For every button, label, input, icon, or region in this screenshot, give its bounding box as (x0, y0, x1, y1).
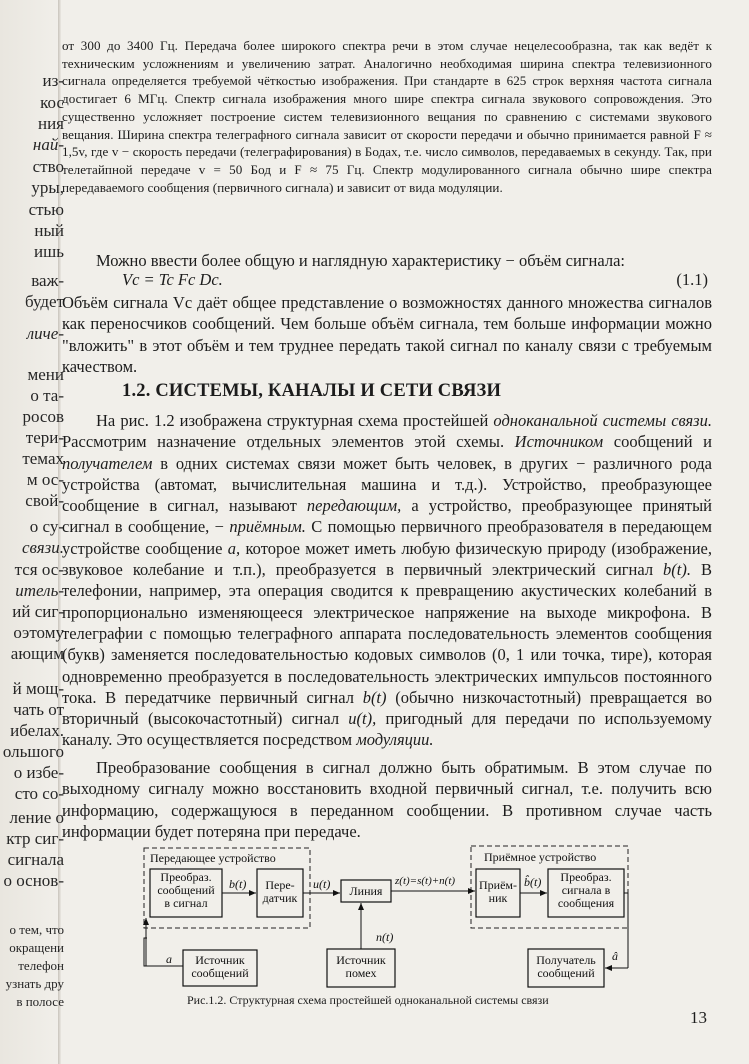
margin-fragment: сигнала (7, 850, 64, 869)
section-heading: 1.2. СИСТЕМЫ, КАНАЛЫ И СЕТИ СВЯЗИ (122, 381, 502, 401)
margin-fragment: м ос- (26, 470, 64, 489)
reversibility-paragraph: Преобразование сообщения в сигнал должно быть обратимым. В этом случае по выходному сигналу можно восстановить входной первичный сигнал, т.е. получить всю информацию, содержащуюся в переданном сообщении. В противном случае часть информации будет потеряна при передаче. (62, 758, 712, 841)
margin-fragment: личе- (26, 324, 64, 343)
emphasis: приёмным. (229, 517, 306, 537)
emphasis: u(t), (348, 709, 377, 729)
margin-fragment: о тем, что (9, 922, 64, 937)
margin-fragment: окращени (9, 940, 64, 955)
text-run: сообщений и (603, 432, 712, 452)
emphasis: получателем (62, 453, 153, 473)
emphasis: Источником (514, 432, 604, 452)
formula-expression: Vc = Tc Fc Dc. (122, 270, 223, 289)
noise-label (327, 954, 395, 980)
formula-number: (1.1) (676, 270, 708, 289)
transmitter-label (257, 879, 303, 905)
margin-fragment: стью (28, 200, 64, 219)
signal-b-label: b(t) (229, 877, 247, 891)
conv-rx-line: сообщения (557, 896, 615, 910)
margin-fragment: свой- (25, 491, 64, 510)
figure-caption: Рис.1.2. Структурная схема простейшей одноканальной системы связи (187, 993, 549, 1007)
spectrum-paragraph: от 300 до 3400 Гц. Передача более широкого спектра речи в этом случае нецелесообразна, так как ведёт к техническим усложнениям и увеличению затрат. Аналогично необходимая ширина спектра телевизионного сигнала определяется требуемой чёткостью изображения. При стандарте в 625 строк верхняя частота сигнала достигает 6 МГц. Спектр сигнала изображения много шире спектра сигнала звукового сопровождения. Это существенно усложняет построение систем телевизионного вещания по сравнению с системами звукового вещания. Ширина спектра телеграфного сигнала зависит от скорости передачи и обычно принимается равной F ≈ 1,5v, где v − скорость передачи (телеграфирования) в Бодах, т.е. число символов, передаваемых в секунду. Так, при телетайпной передаче v = 50 Бод и F ≈ 75 Гц. Спектр модулированного сигнала обычно шире спектра передаваемого сообщения (первичного сигнала) и зависит от вида модуляции. (62, 38, 712, 195)
margin-fragment: узнать дру (5, 976, 64, 991)
sink-line: Получатель (536, 953, 596, 967)
margin-fragment: ния (37, 114, 64, 133)
text-run: которое может иметь любую физическую природу (изображение, звуковое колебание и т.п.), преобразуется в первичный электрический сигнал (62, 538, 712, 580)
text-run: а устройство, преобразующее принятый сигнал в сообщение, − (62, 496, 712, 537)
conv-rx-line: Преобраз. (560, 870, 612, 884)
emphasis: передающим, (306, 496, 402, 516)
signal-z-label: z(t)=s(t)+n(t) (395, 875, 456, 887)
noise-n-label: n(t) (376, 930, 394, 944)
margin-fragment: оэтому (13, 623, 64, 642)
margin-fragment: чать от (13, 700, 64, 719)
tx-group-label: Передающее устройство (150, 851, 276, 865)
conv-rx-line: сигнала в (561, 883, 611, 897)
margin-fragment: тся ос- (14, 560, 64, 579)
block-diagram (138, 842, 638, 992)
text-run: В телефонии, например, эта операция сводится к превращению акустических колебаний в пропорционально изменяющееся электрическое напряжение на выходе микрофона. В телеграфии с помощью телеграфного аппарата последовательность элементов сообщения (букв) заменяется последовательностью кодовых символов (0, 1 или точка, тире), которая одновременно преобразуется в последовательность электрических импульсов постоянного тока. В передатчике первичный сигнал (62, 560, 712, 707)
sink-line: сообщений (537, 966, 595, 980)
margin-fragment: ство (32, 157, 64, 176)
margin-fragment: й мощ- (12, 679, 64, 698)
emphasis: одноканальной системы связи. (493, 411, 712, 430)
signal-u-label: u(t) (313, 877, 331, 891)
volume-paragraph: Объём сигнала Vc даёт общее представление о возможностях данного множества сигналов как переносчиков сообщений. Чем больше объём сигнала, тем больше информации можно "вложить" в этот объём и тем труднее передать такой сигнал по каналу связи с требуемым качеством. (62, 293, 712, 376)
systems-paragraph (62, 410, 712, 751)
text-run: пригодный для передачи по используемому каналу. Это осуществляется посредством (62, 709, 712, 750)
text-run: Рассмотрим назначение отдельных элементов этой схемы. (62, 432, 515, 452)
margin-fragment: мени (27, 365, 64, 384)
volume-intro: Можно ввести более общую и наглядную характеристику − объём сигнала: (96, 251, 625, 270)
margin-fragment: ольшого (2, 742, 64, 761)
text-run: (обычно низкочастотный) превращается во вторичный (высокочастотный) сигнал (62, 687, 712, 729)
margin-fragment: связи. (22, 538, 64, 557)
transmitter-line: датчик (262, 891, 298, 905)
margin-fragment: ибелах. (10, 721, 64, 740)
emphasis: a, (227, 538, 241, 558)
formula-1-1 (62, 270, 712, 292)
source-line: Источник (195, 953, 245, 967)
margin-fragment: о та- (30, 386, 64, 405)
margin-fragment: о су- (29, 517, 64, 536)
rx-group-label: Приёмное устройство (484, 850, 597, 864)
receiver-line: ник (488, 891, 508, 905)
margin-fragment: ление о (9, 808, 64, 827)
margin-fragment: о основ- (3, 871, 64, 890)
margin-fragment: ный (34, 221, 64, 240)
margin-fragment: най- (32, 135, 64, 154)
conv-tx-label (150, 871, 222, 910)
margin-fragment: темах (22, 449, 64, 468)
margin-fragment: из- (42, 71, 64, 90)
message-ahat-label: â (612, 949, 618, 963)
margin-fragment: о избе- (13, 763, 64, 782)
margin-fragment: ишь (34, 242, 64, 261)
margin-fragment: сто со- (14, 784, 64, 803)
emphasis: b(t) (362, 687, 387, 707)
signal-bhat-label: b̂(t) (524, 875, 542, 889)
margin-fragment: важ- (31, 271, 64, 290)
line-label: Линия (349, 884, 383, 898)
margin-fragment: итель- (15, 581, 64, 600)
margin-fragment: будет (24, 292, 64, 311)
message-a-label: a (166, 952, 172, 966)
previous-page-fragments (0, 0, 66, 1064)
margin-fragment: кос (40, 93, 64, 112)
text-run: в одних системах связи может быть человек, в других − различного рода устройства (автомат, вычислительная машина и т.д.). Устройство, преобразующее сообщение в сигнал, называют (62, 453, 712, 516)
sink-label (528, 954, 604, 980)
margin-fragment: росов (22, 407, 64, 426)
margin-fragment: телефон (18, 958, 64, 973)
emphasis: модуляции. (356, 730, 434, 750)
margin-fragment: в полосе (16, 994, 64, 1009)
conv-tx-line: сообщений (157, 883, 215, 897)
conv-rx-label (548, 871, 624, 910)
noise-line: Источник (336, 953, 386, 967)
margin-fragment: тери- (25, 428, 64, 447)
receiver-label (476, 879, 520, 905)
source-label (183, 954, 257, 980)
receiver-line: Приём- (478, 878, 517, 892)
transmitter-line: Пере- (265, 878, 295, 892)
margin-fragment: ий сиг- (12, 602, 64, 621)
emphasis: b(t). (663, 560, 691, 580)
noise-line: помех (345, 966, 377, 980)
page-number: 13 (690, 1008, 707, 1027)
source-line: сообщений (191, 966, 249, 980)
margin-fragment: ающим (10, 644, 64, 663)
margin-fragment: уры, (31, 178, 64, 197)
conv-tx-line: в сигнал (164, 896, 208, 910)
margin-fragment: ктр сиг- (6, 829, 64, 848)
text-run: На рис. 1.2 изображена структурная схема простейшей (96, 411, 494, 430)
conv-tx-line: Преобраз. (160, 870, 212, 884)
text-run: С помощью первичного преобразователя в передающем устройстве сообщение (62, 517, 713, 558)
